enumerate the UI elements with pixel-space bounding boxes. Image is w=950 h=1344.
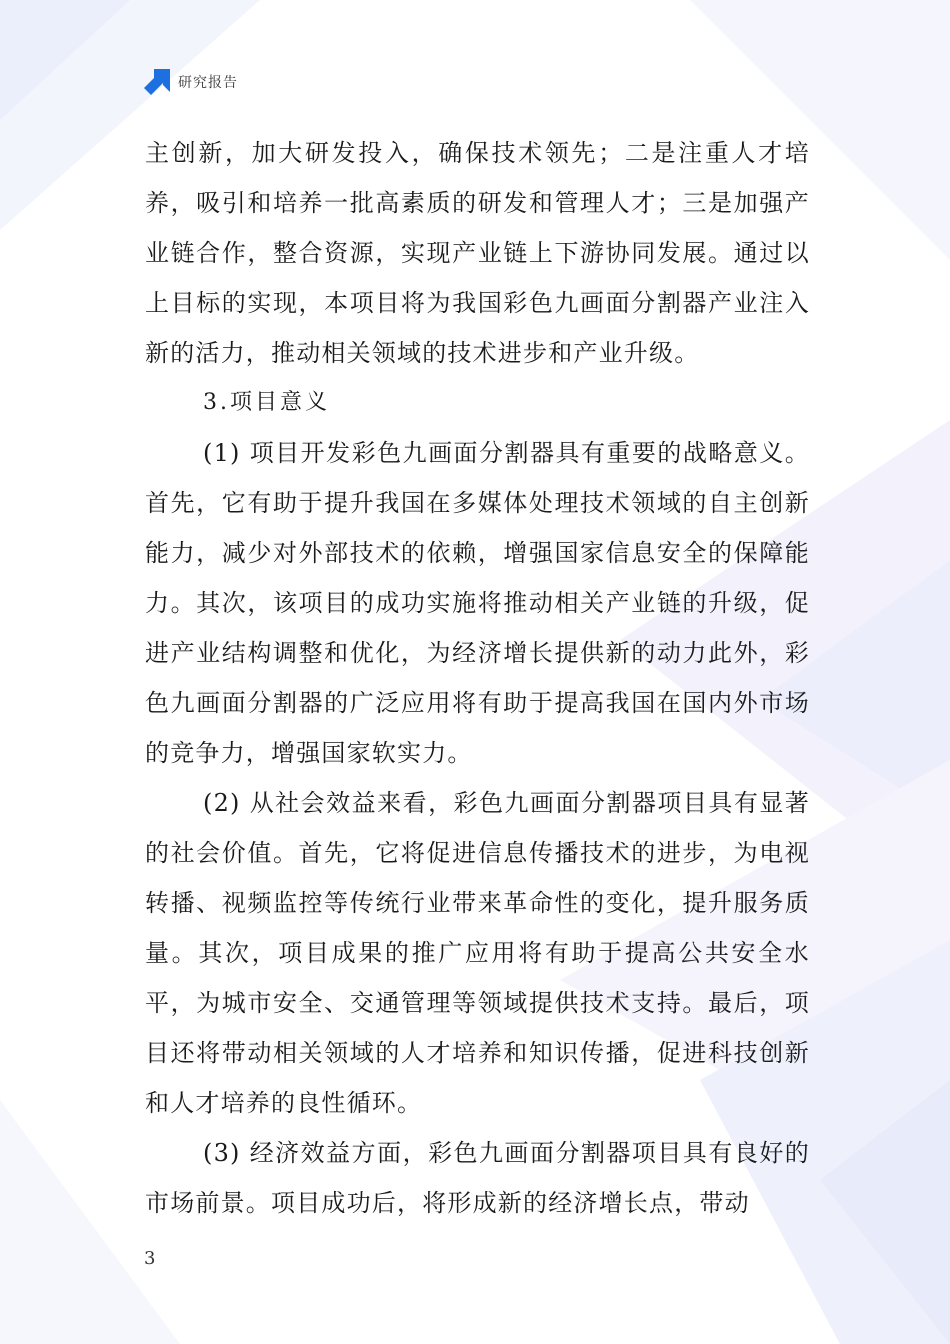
section-heading: 3.项目意义 — [203, 390, 330, 415]
paragraph-continuation: 主创新，加大研发投入，确保技术领先；二是注重人才培养，吸引和培养一批高素质的研发和管理人才；三是加强产业链合作，整合资源，实现产业链上下游协同发展。通过以上目标的实现，本项目将为我国彩色九画面分割器产业注入新的活力，推动相关领域的技术进步和产业升级。 — [145, 139, 810, 367]
header-label: 研究报告 — [178, 75, 238, 91]
document-body — [145, 128, 810, 1228]
paragraph-strategic-significance: (1) 项目开发彩色九画面分割器具有重要的战略意义。首先，它有助于提升我国在多媒体处理技术领域的自主创新能力，减少对外部技术的依赖，增强国家信息安全的保障能力。其次，该项目的成功实施将推动相关产业链的升级，促进产业结构调整和优化，为经济增长提供新的动力此外，彩色九画面分割器的广泛应用将有助于提高我国在国内外市场的竞争力，增强国家软实力。 — [145, 439, 810, 767]
report-header — [144, 68, 238, 96]
paragraph-economic-benefit: (3) 经济效益方面，彩色九画面分割器项目具有良好的市场前景。项目成功后，将形成新的经济增长点，带动 — [145, 1139, 810, 1217]
page-number: 3 — [144, 1248, 156, 1269]
paragraph-social-benefit: (2) 从社会效益来看，彩色九画面分割器项目具有显著的社会价值。首先，它将促进信息传播技术的进步，为电视转播、视频监控等传统行业带来革命性的变化，提升服务质量。其次，项目成果的推广应用将有助于提高公共安全水平，为城市安全、交通管理等领域提供技术支持。最后，项目还将带动相关领域的人才培养和知识传播，促进科技创新和人才培养的良性循环。 — [145, 789, 810, 1117]
arrow-up-right-icon — [144, 69, 170, 95]
